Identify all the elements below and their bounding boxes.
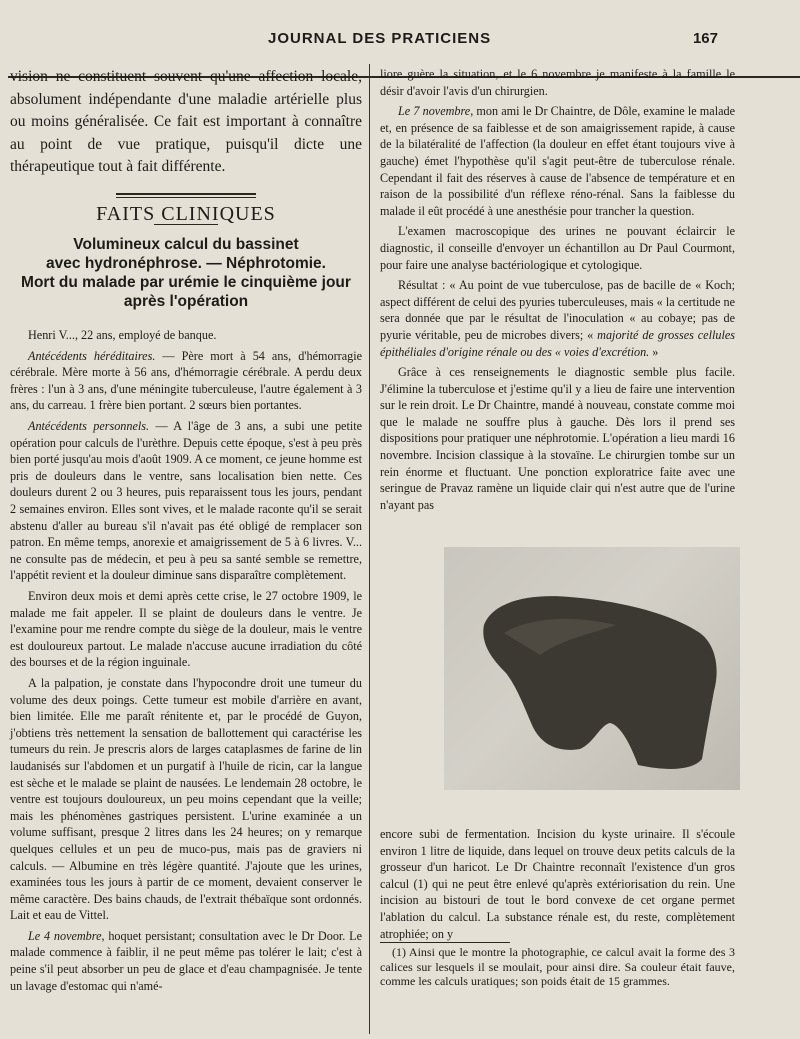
hereditary-history-label: Antécédents héréditaires. bbox=[28, 348, 156, 363]
body-paragraph: Environ deux mois et demi après cette crise, le 27 octobre 1909, le malade me fait appeler. Il se plaint de douleurs dans le ventre. Je l'examine pour me rendre compte du siège de la douleur, mais le ventre est douloureux partout. Le malade n'accuse aucune irradiation du côté des bourses et de la région inguinale. bbox=[10, 589, 362, 670]
body-paragraph: liore guère la situation, et le 6 novembre je manifeste à la famille le désir d'avoir l'avis d'un chirurgien. bbox=[380, 67, 735, 98]
hereditary-history-text: — Père mort à 54 ans, d'hémorragie cérébrale. Mère morte à 56 ans, d'hémorragie cérébrale. A perdu deux frères : l'un à 3 ans, d'une méningite tuberculeuse, l'autre également à 3 ans, du carreau. 1 frère bien portant. 2 sœurs bien portantes. bbox=[10, 348, 362, 413]
body-paragraph: L'examen macroscopique des urines ne pouvant éclaircir le diagnostic, il conseille d'envoyer un échantillon au Dr Paul Courmont, pour faire une analyse bactériologique et cytologique. bbox=[380, 224, 735, 272]
left-column bbox=[10, 66, 362, 998]
calculus-image bbox=[444, 547, 740, 790]
footnote-text: (1) Ainsi que le montre la photographie, ce calcul avait la forme des 3 calices sur lesquels il se moulait, pour ainsi dire. Sa couleur était fauve, comme les calculs uratiques; son poids était de 15 grammes. bbox=[380, 945, 735, 989]
footnote bbox=[380, 945, 735, 989]
case-title bbox=[10, 235, 362, 311]
patient-paragraph: Henri V..., 22 ans, employé de banque. bbox=[28, 328, 217, 343]
footnote-rule bbox=[380, 942, 510, 943]
personal-history-label: Antécédents personnels. bbox=[28, 419, 150, 434]
section-rule-top-thin bbox=[116, 197, 256, 198]
case-title-line: Mort du malade par urémie le cinquième jour bbox=[21, 274, 351, 292]
lead-paragraph: vision ne constituent souvent qu'une affection locale, absolument indépendante d'une maladie artérielle plus ou moins généralisée. Ce fait est important à connaître au point de vue pratique, puisqu'il dicte une thérapeutique tout à fait différente. bbox=[10, 68, 362, 175]
case-title-line: Volumineux calcul du bassinet bbox=[73, 236, 299, 254]
section-title: FAITS CLINIQUES bbox=[96, 202, 276, 225]
lab-result-paragraph bbox=[380, 277, 735, 360]
body-paragraph: Grâce à ces renseignements le diagnostic semble plus facile. J'élimine la tuberculose et j'estime qu'il y a lieu de faire une intervention sur le rein droit. Le Dr Chaintre, mandé à nouveau, constate comme moi que le malade ne souffre plus à gauche. Dès lors il prend ses dispositions pour pratiquer une néphrotomie. L'opération a lieu mardi 16 novembre. Incision classique à la stovaïne. Le chirurgien tombe sur un rein énorme et fluctuant. Une ponction exploratrice faite avec une seringue de Pravaz ramène un liquide clair qui n'est autre que de l'urine n'ayant pas bbox=[380, 365, 735, 512]
lab-result-italic: majorité de grosses cellules épithéliales d'origine rénale ou des « voies d'excrétion. bbox=[380, 327, 735, 359]
right-column bbox=[380, 66, 735, 517]
november-7-text: , mon ami le Dr Chaintre, de Dôle, examine le malade et, en présence de sa faiblesse et de son amaigrissement rapide, à cause de la bilatéralité de l'affection (la douleur en effet étant toujours vive à gauche) émet l'hypothèse qu'il s'agit peut-être de tuberculose rénale. Cependant il fait des réserves à cause de l'absence de température et en raison de la possibilité d'un réflexe réno-rénal. Sans la faiblesse du malade il eût procédé à une anesthésie pour trancher la question. bbox=[380, 104, 735, 218]
lab-result-end: » bbox=[649, 344, 659, 359]
section-rule-top bbox=[116, 193, 256, 195]
personal-history-paragraph bbox=[10, 418, 362, 584]
case-title-line: avec hydronéphrose. — Néphrotomie. bbox=[46, 255, 326, 273]
journal-title: JOURNAL DES PRATICIENS bbox=[268, 30, 492, 47]
page-number: 167 bbox=[692, 30, 718, 47]
lab-result-text: Résultat : « Au point de vue tuberculose, pas de bacille de « Koch; aspect différent de celui des pyuries tuberculeuses, mais « la certitude ne sera donnée que par le résultat de l'inoculation « au cobaye; pas de pyurie véritable, peu de microbes divers; « bbox=[380, 278, 735, 342]
november-4-paragraph bbox=[10, 928, 362, 994]
body-paragraph: A la palpation, je constate dans l'hypocondre droit une tumeur du volume des deux poings. Cette tumeur est mobile d'arrière en avant, bien limitée. Elle me paraît rénitente et, par le procédé de Guyon, j'obtiens très nettement la sensation de ballottement qui caractérise les tumeurs du rein. Je prescris alors de larges cataplasmes de farine de lin laudanisés sur l'abdomen et un purgatif à l'huile de ricin, car la langue est sèche et le malade se plaint de nausées. Le lendemain 28 octobre, le ventre est toujours douloureux, un peu moins cependant que la veille; mais les phénomènes gastriques persistent. L'urine examinée a un volume suffisant, presque 2 litres dans les 24 heures; on y remarque quelques cellules et un peu de muco-pus, mais pas de graviers ni calculs. — Albumine en très légère quantité. J'ajoute que les urines, examinées tous les jours à partir de ce moment, devaient conserver le même caractère. Des bains chauds, de l'extrait thébaïque sont ordonnés. Lait et eau de Vittel. bbox=[10, 675, 362, 923]
november-4-text: , hoquet persistant; consultation avec le Dr Door. Le malade commence à faiblir, il ne peut même pas tolérer le lait; c'est à peine s'il peut absorber un peu de glace et d'eau champagnisée. Je tente un lavage d'estomac qui n'amé- bbox=[10, 928, 362, 993]
hereditary-history-paragraph bbox=[10, 348, 362, 414]
right-column-lower bbox=[380, 826, 735, 942]
body-paragraph: encore subi de fermentation. Incision du kyste urinaire. Il s'écoule environ 1 litre de liquide, dans lequel on trouve deux petits calculs de la grosseur d'un haricot. Le Dr Chaintre reconnaît l'existence d'un gros calcul (1) qui ne peut être enlevé qu'après extériorisation du rein. Une incision au bistouri de tout le bord convexe de cet organe permet l'ablation du calcul. La substance rénale est, du reste, complètement atrophiée; on y bbox=[380, 827, 735, 941]
date-label: Le 4 novembre bbox=[28, 928, 102, 943]
case-title-line: après l'opération bbox=[123, 293, 249, 311]
running-head bbox=[0, 26, 800, 54]
november-7-paragraph bbox=[380, 103, 735, 219]
date-label: Le 7 novembre bbox=[398, 104, 471, 119]
personal-history-text: — A l'âge de 3 ans, a subi une petite opération pour calculs de l'urèthre. Depuis cette époque, s'est à peu près bien porté jusqu'au mois d'août 1909. A ce moment, ce jeune homme est pris de douleurs dans le ventre, sans localisation bien nette. Ces douleurs durent 2 ou 3 heures, puis reparaissent tous les jours, pendant 2 semaines environ. Elles sont vives, et le malade raconte qu'il se serait abstenu d'aller au bureau s'il n'avait pas été obligé de remplacer son patron. En même temps, anorexie et amaigrissement de 5 à 6 livres. V... ne consulte pas de médecin, et peu à peu sa santé semble se remettre, l'appétit revient et la douleur diminue sans disparaître complètement. bbox=[10, 419, 363, 583]
column-divider bbox=[369, 64, 370, 1034]
calculus-photograph bbox=[444, 547, 740, 790]
